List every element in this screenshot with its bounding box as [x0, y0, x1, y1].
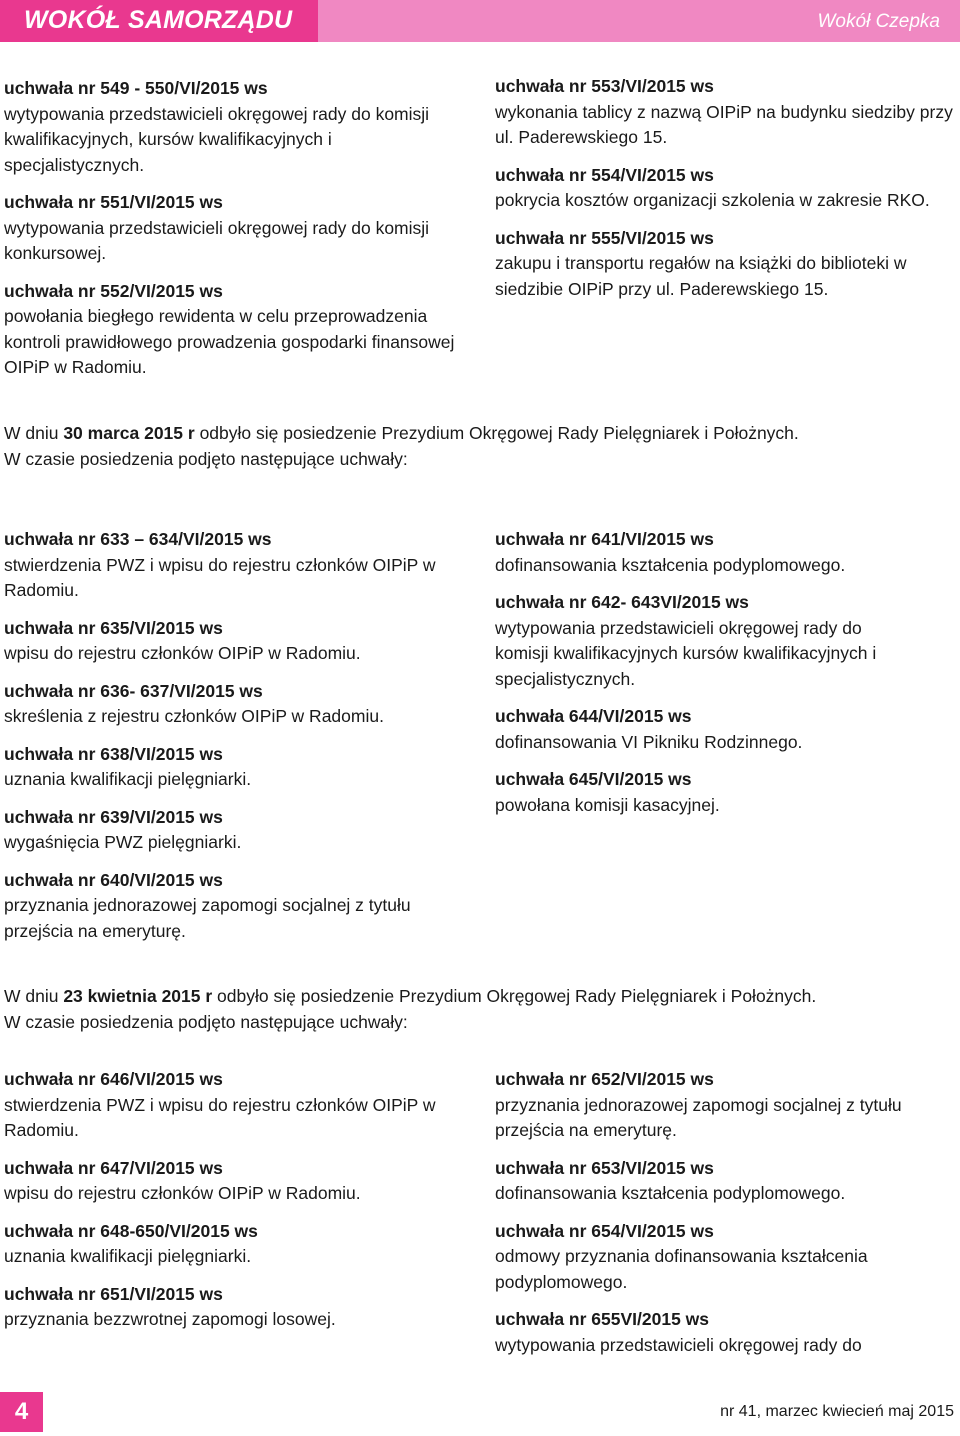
- resolution-text: zakupu i transportu regałów na książki do biblioteki w siedzibie OIPiP przy ul. Paderewskiego 15.: [495, 253, 907, 299]
- resolution-text: przyznania jednorazowej zapomogi socjalnej z tytułu przejścia na emeryturę.: [495, 1094, 902, 1140]
- resolution-item: [4, 1067, 464, 1144]
- intro-text: W dniu: [4, 423, 64, 443]
- resolution-item: [4, 616, 464, 667]
- resolution-text: powołania biegłego rewidenta w celu przeprowadzenia kontroli prawidłowego prowadzenia gospodarki finansowej OIPiP w Radomiu.: [4, 306, 455, 377]
- meeting-intro: [4, 984, 954, 1035]
- resolution-text: przyznania bezzwrotnej zapomogi losowej.: [4, 1309, 336, 1329]
- meeting-intro-line2: W czasie posiedzenia podjęto następujące uchwały:: [4, 448, 408, 469]
- resolution-title: uchwała 644/VI/2015 ws: [495, 706, 692, 726]
- intro-text: odbyło się posiedzenie Prezydium Okręgowej Rady Pielęgniarek i Położnych.: [194, 423, 799, 443]
- resolution-title: uchwała nr 633 – 634/VI/2015 ws: [4, 529, 272, 549]
- resolution-text: dofinansowania VI Pikniku Rodzinnego.: [495, 731, 803, 752]
- resolution-title: uchwała nr 554/VI/2015 ws: [495, 164, 714, 185]
- resolution-item: [495, 590, 915, 692]
- resolution-item: [4, 76, 474, 178]
- resolution-text: wytypowania przedstawicieli okręgowej rady do komisji konkursowej.: [4, 217, 430, 263]
- page-number: 4: [14, 1398, 29, 1425]
- meeting-intro-line: [4, 984, 954, 1010]
- resolution-item: [495, 74, 955, 151]
- meeting-date: 23 kwietnia 2015 r: [63, 986, 213, 1006]
- resolution-text: wytypowania przedstawicieli okręgowej rady do komisji kwalifikacyjnych, kursów kwalifikacyjnych i specjalistycznych.: [4, 103, 430, 175]
- meeting-intro: [4, 421, 954, 472]
- resolution-item: [495, 1307, 945, 1358]
- resolution-item: [4, 868, 464, 945]
- resolution-item: [4, 190, 474, 267]
- resolution-text: przyznania jednorazowej zapomogi socjalnej z tytułu przejścia na emeryturę.: [4, 895, 411, 941]
- intro-text: W dniu: [4, 986, 64, 1006]
- resolution-item: [4, 742, 464, 793]
- header-title-band: [0, 0, 318, 42]
- resolution-text: wpisu do rejestru członków OIPiP w Radomiu.: [4, 643, 361, 663]
- resolution-item: [4, 679, 464, 730]
- resolution-text: pokrycia kosztów organizacji szkolenia w zakresie RKO.: [495, 190, 930, 210]
- resolution-title: uchwała nr 549 - 550/VI/2015 ws: [4, 78, 268, 98]
- resolution-title: uchwała nr 551/VI/2015 ws: [4, 192, 223, 212]
- resolution-title: uchwała nr 555/VI/2015 ws: [495, 227, 714, 248]
- resolution-title: uchwała nr 648-650/VI/2015 ws: [4, 1220, 258, 1241]
- resolution-item: [4, 527, 464, 604]
- intro-text: odbyło się posiedzenie Prezydium Okręgowej Rady Pielęgniarek i Położnych.: [212, 986, 817, 1006]
- resolution-text: dofinansowania kształcenia podyplomowego.: [495, 1183, 846, 1203]
- resolution-text: wpisu do rejestru członków OIPiP w Radomiu.: [4, 1183, 361, 1203]
- resolution-text: powołana komisji kasacyjnej.: [495, 794, 720, 815]
- resolution-item: [4, 1156, 464, 1207]
- resolution-item: [495, 1156, 945, 1207]
- column-name: Wokół Czepka: [817, 11, 940, 32]
- block2-right-column: [495, 527, 915, 830]
- resolution-item: [495, 704, 915, 755]
- resolution-text: wytypowania przedstawicieli okręgowej rady do komisji kwalifikacyjnych kursów kwalifikacyjnych i specjalistycznych.: [495, 617, 877, 689]
- section-title: WOKÓŁ SAMORZĄDU: [24, 6, 293, 34]
- resolution-title: uchwała nr 635/VI/2015 ws: [4, 617, 223, 638]
- resolution-title: uchwała nr 646/VI/2015 ws: [4, 1069, 223, 1089]
- resolution-title: uchwała nr 640/VI/2015 ws: [4, 869, 223, 890]
- block1-right-column: [495, 74, 955, 314]
- resolution-item: [4, 1219, 464, 1270]
- resolution-text: uznania kwalifikacji pielęgniarki.: [4, 1246, 252, 1266]
- resolution-title: uchwała nr 552/VI/2015 ws: [4, 280, 223, 301]
- resolution-item: [495, 163, 955, 214]
- resolution-title: uchwała nr 638/VI/2015 ws: [4, 743, 223, 764]
- block3-left-column: [4, 1067, 464, 1345]
- block3-right-column: [495, 1067, 945, 1370]
- resolution-title: uchwała nr 553/VI/2015 ws: [495, 76, 714, 96]
- meeting-intro-line2: W czasie posiedzenia podjęto następujące uchwały:: [4, 1011, 408, 1032]
- meeting-intro-line: [4, 421, 954, 447]
- resolution-text: skreślenia z rejestru członków OIPiP w Radomiu.: [4, 706, 384, 726]
- resolution-title: uchwała nr 651/VI/2015 ws: [4, 1283, 223, 1304]
- resolution-text: wytypowania przedstawicieli okręgowej rady do: [495, 1334, 862, 1355]
- resolution-item: [495, 1067, 945, 1144]
- resolution-title: uchwała nr 652/VI/2015 ws: [495, 1069, 714, 1089]
- resolution-text: wygaśnięcia PWZ pielęgniarki.: [4, 832, 242, 852]
- issue-label: nr 41, marzec kwiecień maj 2015: [720, 1403, 954, 1420]
- resolution-text: dofinansowania kształcenia podyplomowego.: [495, 554, 846, 575]
- block1-left-column: [4, 76, 474, 393]
- resolution-title: uchwała 645/VI/2015 ws: [495, 769, 692, 789]
- page-number-badge: [0, 1392, 43, 1432]
- resolution-title: uchwała nr 641/VI/2015 ws: [495, 529, 714, 549]
- resolution-text: uznania kwalifikacji pielęgniarki.: [4, 769, 252, 789]
- resolution-text: stwierdzenia PWZ i wpisu do rejestru członków OIPiP w Radomiu.: [4, 554, 436, 600]
- resolution-text: odmowy przyznania dofinansowania kształcenia podyplomowego.: [495, 1246, 868, 1292]
- block2-left-column: [4, 527, 464, 956]
- resolution-item: [4, 805, 464, 856]
- meeting-date: 30 marca 2015 r: [63, 423, 195, 443]
- resolution-item: [495, 527, 915, 578]
- resolution-text: stwierdzenia PWZ i wpisu do rejestru członków OIPiP w Radomiu.: [4, 1094, 436, 1140]
- resolution-title: uchwała nr 654/VI/2015 ws: [495, 1220, 714, 1241]
- resolution-text: wykonania tablicy z nazwą OIPiP na budynku siedziby przy ul. Paderewskiego 15.: [495, 101, 953, 147]
- resolution-item: [4, 279, 474, 381]
- resolution-title: uchwała nr 647/VI/2015 ws: [4, 1157, 223, 1178]
- resolution-item: [4, 1282, 464, 1333]
- resolution-title: uchwała nr 639/VI/2015 ws: [4, 806, 223, 827]
- page-header: [0, 0, 960, 42]
- resolution-title: uchwała nr 655VI/2015 ws: [495, 1309, 710, 1329]
- resolution-title: uchwała nr 653/VI/2015 ws: [495, 1157, 714, 1178]
- resolution-item: [495, 1219, 945, 1296]
- resolution-item: [495, 226, 955, 303]
- resolution-title: uchwała nr 636- 637/VI/2015 ws: [4, 680, 263, 701]
- resolution-item: [495, 767, 915, 818]
- resolution-title: uchwała nr 642- 643VI/2015 ws: [495, 592, 749, 612]
